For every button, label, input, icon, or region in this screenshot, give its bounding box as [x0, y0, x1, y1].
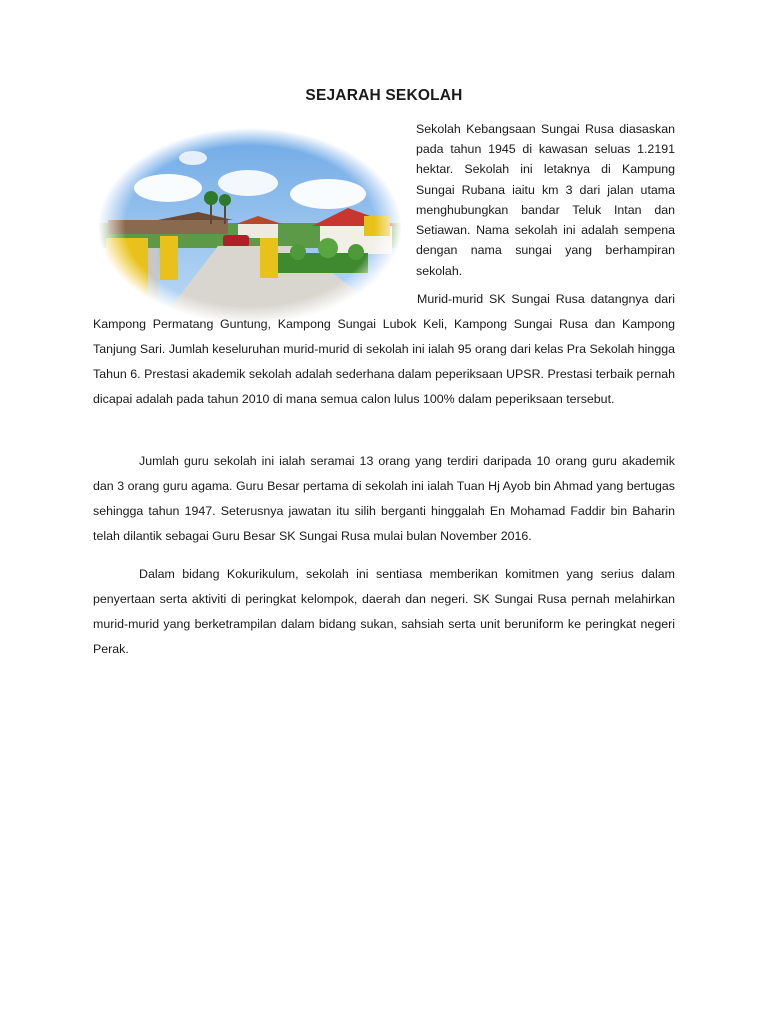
paragraph-text: Jumlah guru sekolah ini ialah seramai 13 orang yang terdiri daripada 10 orang guru akademik dan 3 orang guru agama. Guru Besar pertama di sekolah ini ialah Tuan Hj Ayob bin Ahmad yang bertugas sehingga tahun 1947. Seterusnya jawatan itu silih berganti hinggalah En Mohamad Faddir bin Baharin telah dilantik sebagai Guru Besar SK Sungai Rusa mulai bulan November 2016.: [93, 454, 675, 543]
paragraph-text: Dalam bidang Kokurikulum, sekolah ini sentiasa memberikan komitmen yang serius dalam penyertaan serta aktiviti di peringkat kelompok, daerah dan negeri. SK Sungai Rusa pernah melahirkan murid-murid yang berketrampilan dalam bidang sukan, sahsiah serta unit beruniform ke peringkat negeri Perak.: [93, 567, 675, 656]
page-title: SEJARAH SEKOLAH: [305, 87, 463, 104]
paragraph-text: Sekolah Kebangsaan Sungai Rusa diasaskan pada tahun 1945 di kawasan seluas 1.2191 hektar. Sekolah ini letaknya di Kampung Sungai Rubana iaitu km 3 dari jalan utama menghubungkan bandar Teluk Intan dan Setiawan. Nama sekolah ini adalah sempena dengan nama sungai yang berhampiran sekolah.: [416, 122, 675, 278]
paragraph-cocurricular: [93, 562, 675, 662]
paragraph-teachers: [93, 449, 675, 549]
paragraph-students: [93, 287, 675, 412]
paragraph-intro: [416, 119, 675, 281]
paragraph-text: Murid-murid SK Sungai Rusa datangnya dari Kampong Permatang Guntung, Kampong Sungai Lubok Keli, Kampong Sungai Rusa dan Kampong Tanjung Sari. Jumlah keseluruhan murid-murid di sekolah ini ialah 95 orang dari kelas Pra Sekolah hingga Tahun 6. Prestasi akademik sekolah adalah sederhana dalam peperiksaan UPSR. Prestasi terbaik pernah dicapai adalah pada tahun 2010 di mana semua calon lulus 100% dalam peperiksaan tersebut.: [93, 292, 675, 406]
